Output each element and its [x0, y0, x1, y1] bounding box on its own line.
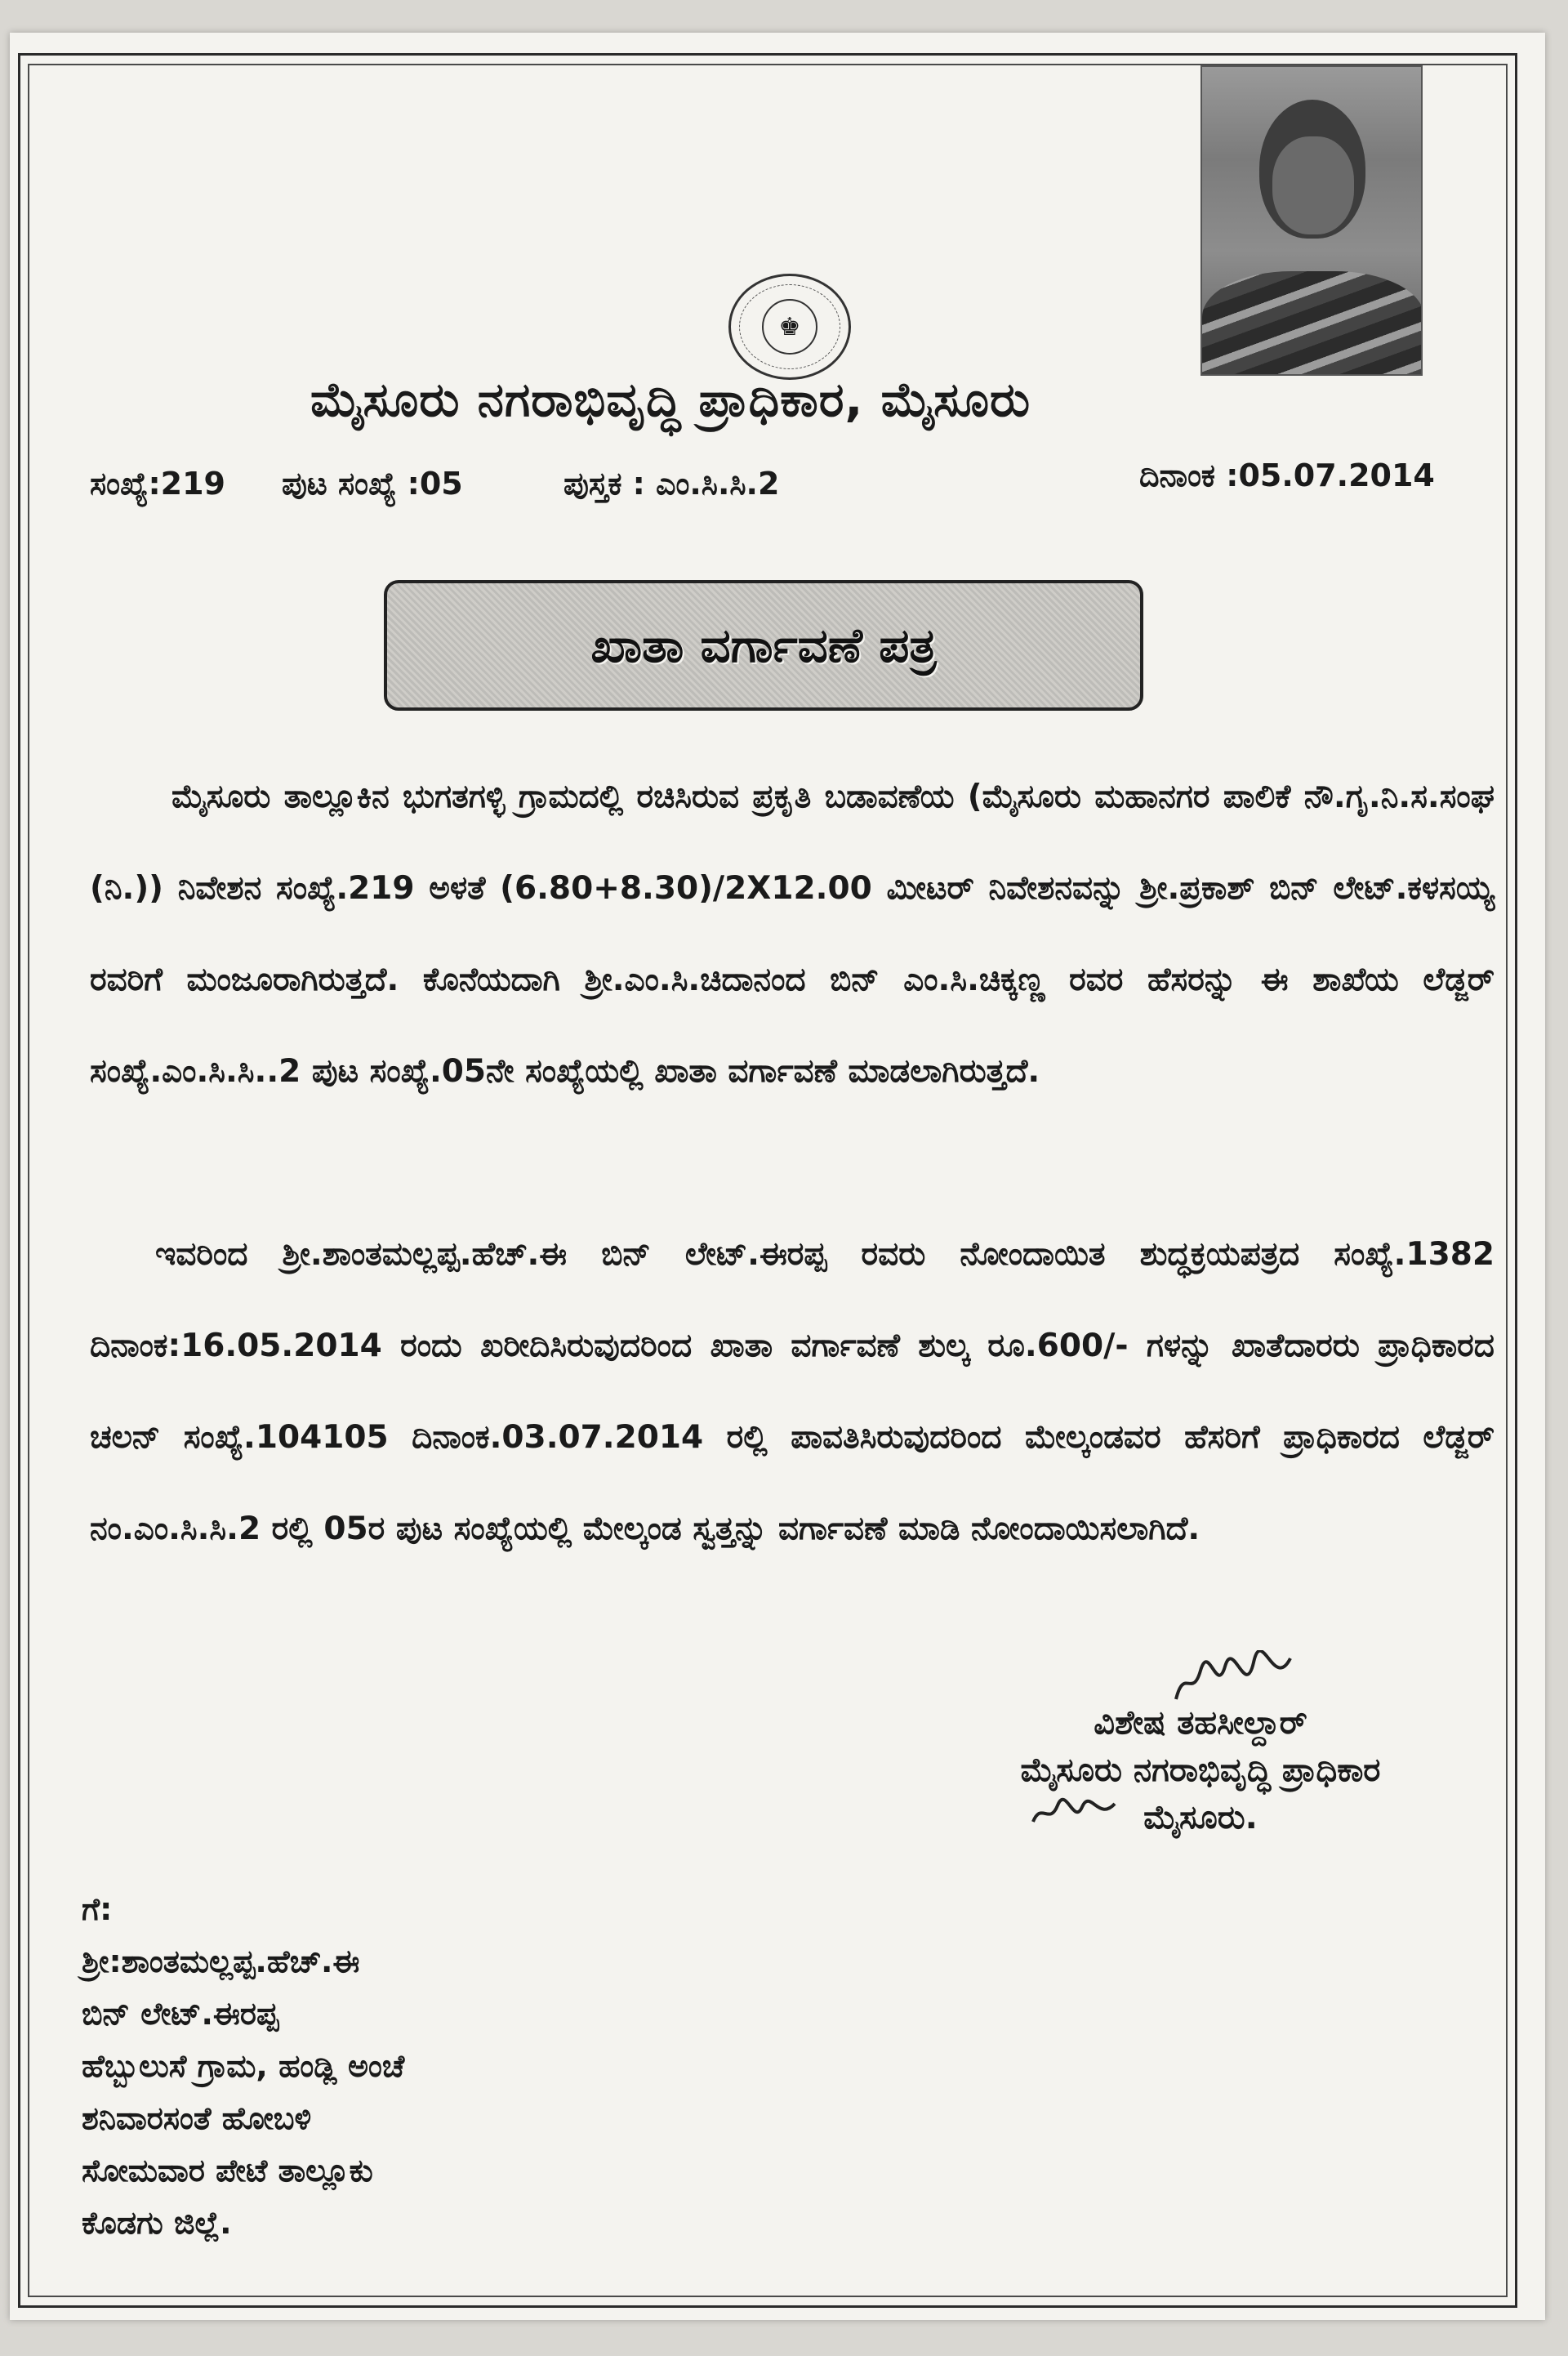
signatory-designation: ವಿಶೇಷ ತಹಸೀಲ್ದಾರ್: [1094, 1704, 1307, 1742]
heading-box: [384, 580, 1143, 711]
page-number: ಪುಟ ಸಂಖ್ಯೆ :05: [282, 466, 463, 502]
document-date: ದಿನಾಂಕ :05.07.2014: [1139, 457, 1435, 493]
seal-emblem-icon: ♚: [762, 299, 817, 355]
address-line: ಸೋಮವಾರ ಪೇಟೆ ತಾಲ್ಲೂಕು: [82, 2153, 373, 2189]
document-heading: ಖಾತಾ ವರ್ಗಾವಣೆ ಪತ್ರ: [590, 617, 937, 673]
address-line: ಹೆಬ್ಬುಲುಸೆ ಗ್ರಾಮ, ಹಂಡ್ಲಿ ಅಂಚೆ: [82, 2048, 405, 2084]
address-line: ಶನಿವಾರಸಂತೆ ಹೋಬಳಿ: [82, 2100, 312, 2136]
photo-face: [1272, 136, 1354, 234]
applicant-photo: [1200, 65, 1423, 376]
book-number: ಪುಸ್ತಕ : ಎಂ.ಸಿ.ಸಿ.2: [564, 466, 780, 502]
signatory-place: ಮೈಸೂರು.: [1143, 1799, 1258, 1836]
seal-ring: [739, 284, 840, 369]
photo-shirt: [1202, 271, 1423, 376]
document-number: ಸಂಖ್ಯೆ:219: [90, 466, 225, 502]
signature-block: [947, 1699, 1454, 1841]
address-to-label: ಗೆ:: [82, 1891, 113, 1927]
recipient-address: [82, 1883, 404, 2249]
government-seal-icon: [728, 274, 851, 380]
address-line: ಶ್ರೀ:ಶಾಂತಮಲ್ಲಪ್ಪ.ಹೆಚ್.ಈ: [82, 1943, 360, 1979]
paragraph-1: ಮೈಸೂರು ತಾಲ್ಲೂಕಿನ ಭುಗತಗಳ್ಳಿ ಗ್ರಾಮದಲ್ಲಿ ರಚಿಸಿರುವ ಪ್ರಕೃತಿ ಬಡಾವಣೆಯ (ಮೈಸೂರು ಮಹಾನಗರ ಪಾಲಿಕೆ ನೌ.ಗೃ.ನಿ.ಸ.ಸಂಘ (ನಿ.)) ನಿವೇಶನ ಸಂಖ್ಯೆ.219 ಅಳತೆ (6.80+8.30)/2X12.00 ಮೀಟರ್ ನಿವೇಶನವನ್ನು ಶ್ರೀ.ಪ್ರಕಾಶ್ ಬಿನ್ ಲೇಟ್.ಕಳಸಯ್ಯ ರವರಿಗೆ ಮಂಜೂರಾಗಿರುತ್ತದೆ. ಕೊನೆಯದಾಗಿ ಶ್ರೀ.ಎಂ.ಸಿ.ಚಿದಾನಂದ ಬಿನ್ ಎಂ.ಸಿ.ಚಿಕ್ಕಣ್ಣ ರವರ ಹೆಸರನ್ನು ಈ ಶಾಖೆಯ ಲೆಡ್ಜರ್ ಸಂಖ್ಯೆ.ಎಂ.ಸಿ.ಸಿ..2 ಪುಟ ಸಂಖ್ಯೆ.05ನೇ ಸಂಖ್ಯೆಯಲ್ಲಿ ಖಾತಾ ವರ್ಗಾವಣೆ ಮಾಡಲಾಗಿರುತ್ತದೆ.: [90, 779, 1494, 1090]
address-line: ಬಿನ್ ಲೇಟ್.ಈರಪ್ಪ: [82, 1996, 279, 2032]
signatory-office: ಮೈಸೂರು ನಗರಾಭಿವೃದ್ಧಿ ಪ್ರಾಧಿಕಾರ: [1020, 1751, 1381, 1789]
address-line: ಕೊಡಗು ಜಿಲ್ಲೆ.: [82, 2205, 232, 2241]
authority-title: ಮೈಸೂರು ನಗರಾಭಿವೃದ್ಧಿ ಪ್ರಾಧಿಕಾರ, ಮೈಸೂರು: [310, 372, 1031, 427]
paragraph-2: ಇವರಿಂದ ಶ್ರೀ.ಶಾಂತಮಲ್ಲಪ್ಪ.ಹೆಚ್.ಈ ಬಿನ್ ಲೇಟ್.ಈರಪ್ಪ ರವರು ನೋಂದಾಯಿತ ಶುದ್ಧಕ್ರಯಪತ್ರದ ಸಂಖ್ಯೆ.1382 ದಿನಾಂಕ:16.05.2014 ರಂದು ಖರೀದಿಸಿರುವುದರಿಂದ ಖಾತಾ ವರ್ಗಾವಣೆ ಶುಲ್ಕ ರೂ.600/- ಗಳನ್ನು ಖಾತೆದಾರರು ಪ್ರಾಧಿಕಾರದ ಚಲನ್ ಸಂಖ್ಯೆ.104105 ದಿನಾಂಕ.03.07.2014 ರಲ್ಲಿ ಪಾವತಿಸಿರುವುದರಿಂದ ಮೇಲ್ಕಂಡವರ ಹೆಸರಿಗೆ ಪ್ರಾಧಿಕಾರದ ಲೆಡ್ಜರ್ ನಂ.ಎಂ.ಸಿ.ಸಿ.2 ರಲ್ಲಿ 05ರ ಪುಟ ಸಂಖ್ಯೆಯಲ್ಲಿ ಮೇಲ್ಕಂಡ ಸ್ವತ್ತನ್ನು ವರ್ಗಾವಣೆ ಮಾಡಿ ನೋಂದಾಯಿಸಲಾಗಿದೆ.: [90, 1236, 1494, 1547]
